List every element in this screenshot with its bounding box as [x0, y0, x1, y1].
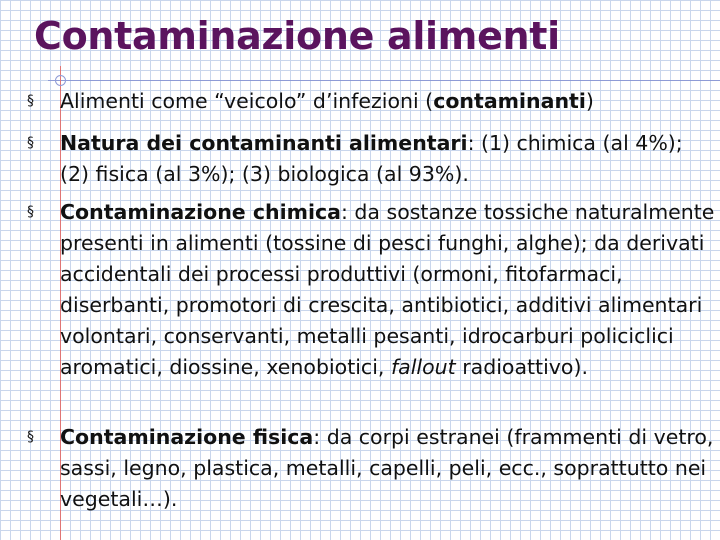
slide-title: Contaminazione alimenti — [34, 14, 560, 58]
bullet-text: Alimenti come “veicolo” d’infezioni ( — [60, 89, 434, 113]
bullet-text: : da sostanze tossiche naturalmente presenti in alimenti (tossine di pesci funghi, alghe); da derivati accidentali dei processi produttivi (ormoni, fitofarmaci, diserbanti, promotori di crescita, antibiotici, additivi alimentari volontari, conservanti, metalli pesanti, idrocarburi policiclici aromatici, diossine, xenobiotici, — [60, 200, 715, 379]
square-bullet-icon: § — [27, 93, 34, 109]
bullet-term: Contaminazione chimica — [60, 200, 341, 224]
square-bullet-icon: § — [27, 429, 34, 445]
square-bullet-icon: § — [27, 204, 34, 220]
square-bullet-icon: § — [27, 135, 34, 151]
bullet-item-natura — [27, 128, 716, 190]
bullet-text-end: ) — [585, 89, 594, 113]
bullet-italic-term: fallout — [390, 355, 456, 379]
bullet-text: : (1) chimica (al 4%); (2) fisica (al 3%); (3) biologica (al 93%). — [60, 131, 683, 186]
bullet-item-veicolo — [27, 86, 716, 117]
bullet-text-end: radioattivo). — [455, 355, 588, 379]
bullet-item-chimica — [27, 197, 716, 383]
bullet-item-fisica — [27, 422, 716, 515]
bullet-term: Contaminazione fisica — [60, 425, 314, 449]
bullet-term: Natura dei contaminanti alimentari — [60, 131, 468, 155]
bullet-text: : da corpi estranei (frammenti di vetro, sassi, legno, plastica, metalli, capelli, peli, ecc., soprattutto nei vegetali…). — [60, 425, 714, 511]
bullet-term: contaminanti — [433, 89, 586, 113]
